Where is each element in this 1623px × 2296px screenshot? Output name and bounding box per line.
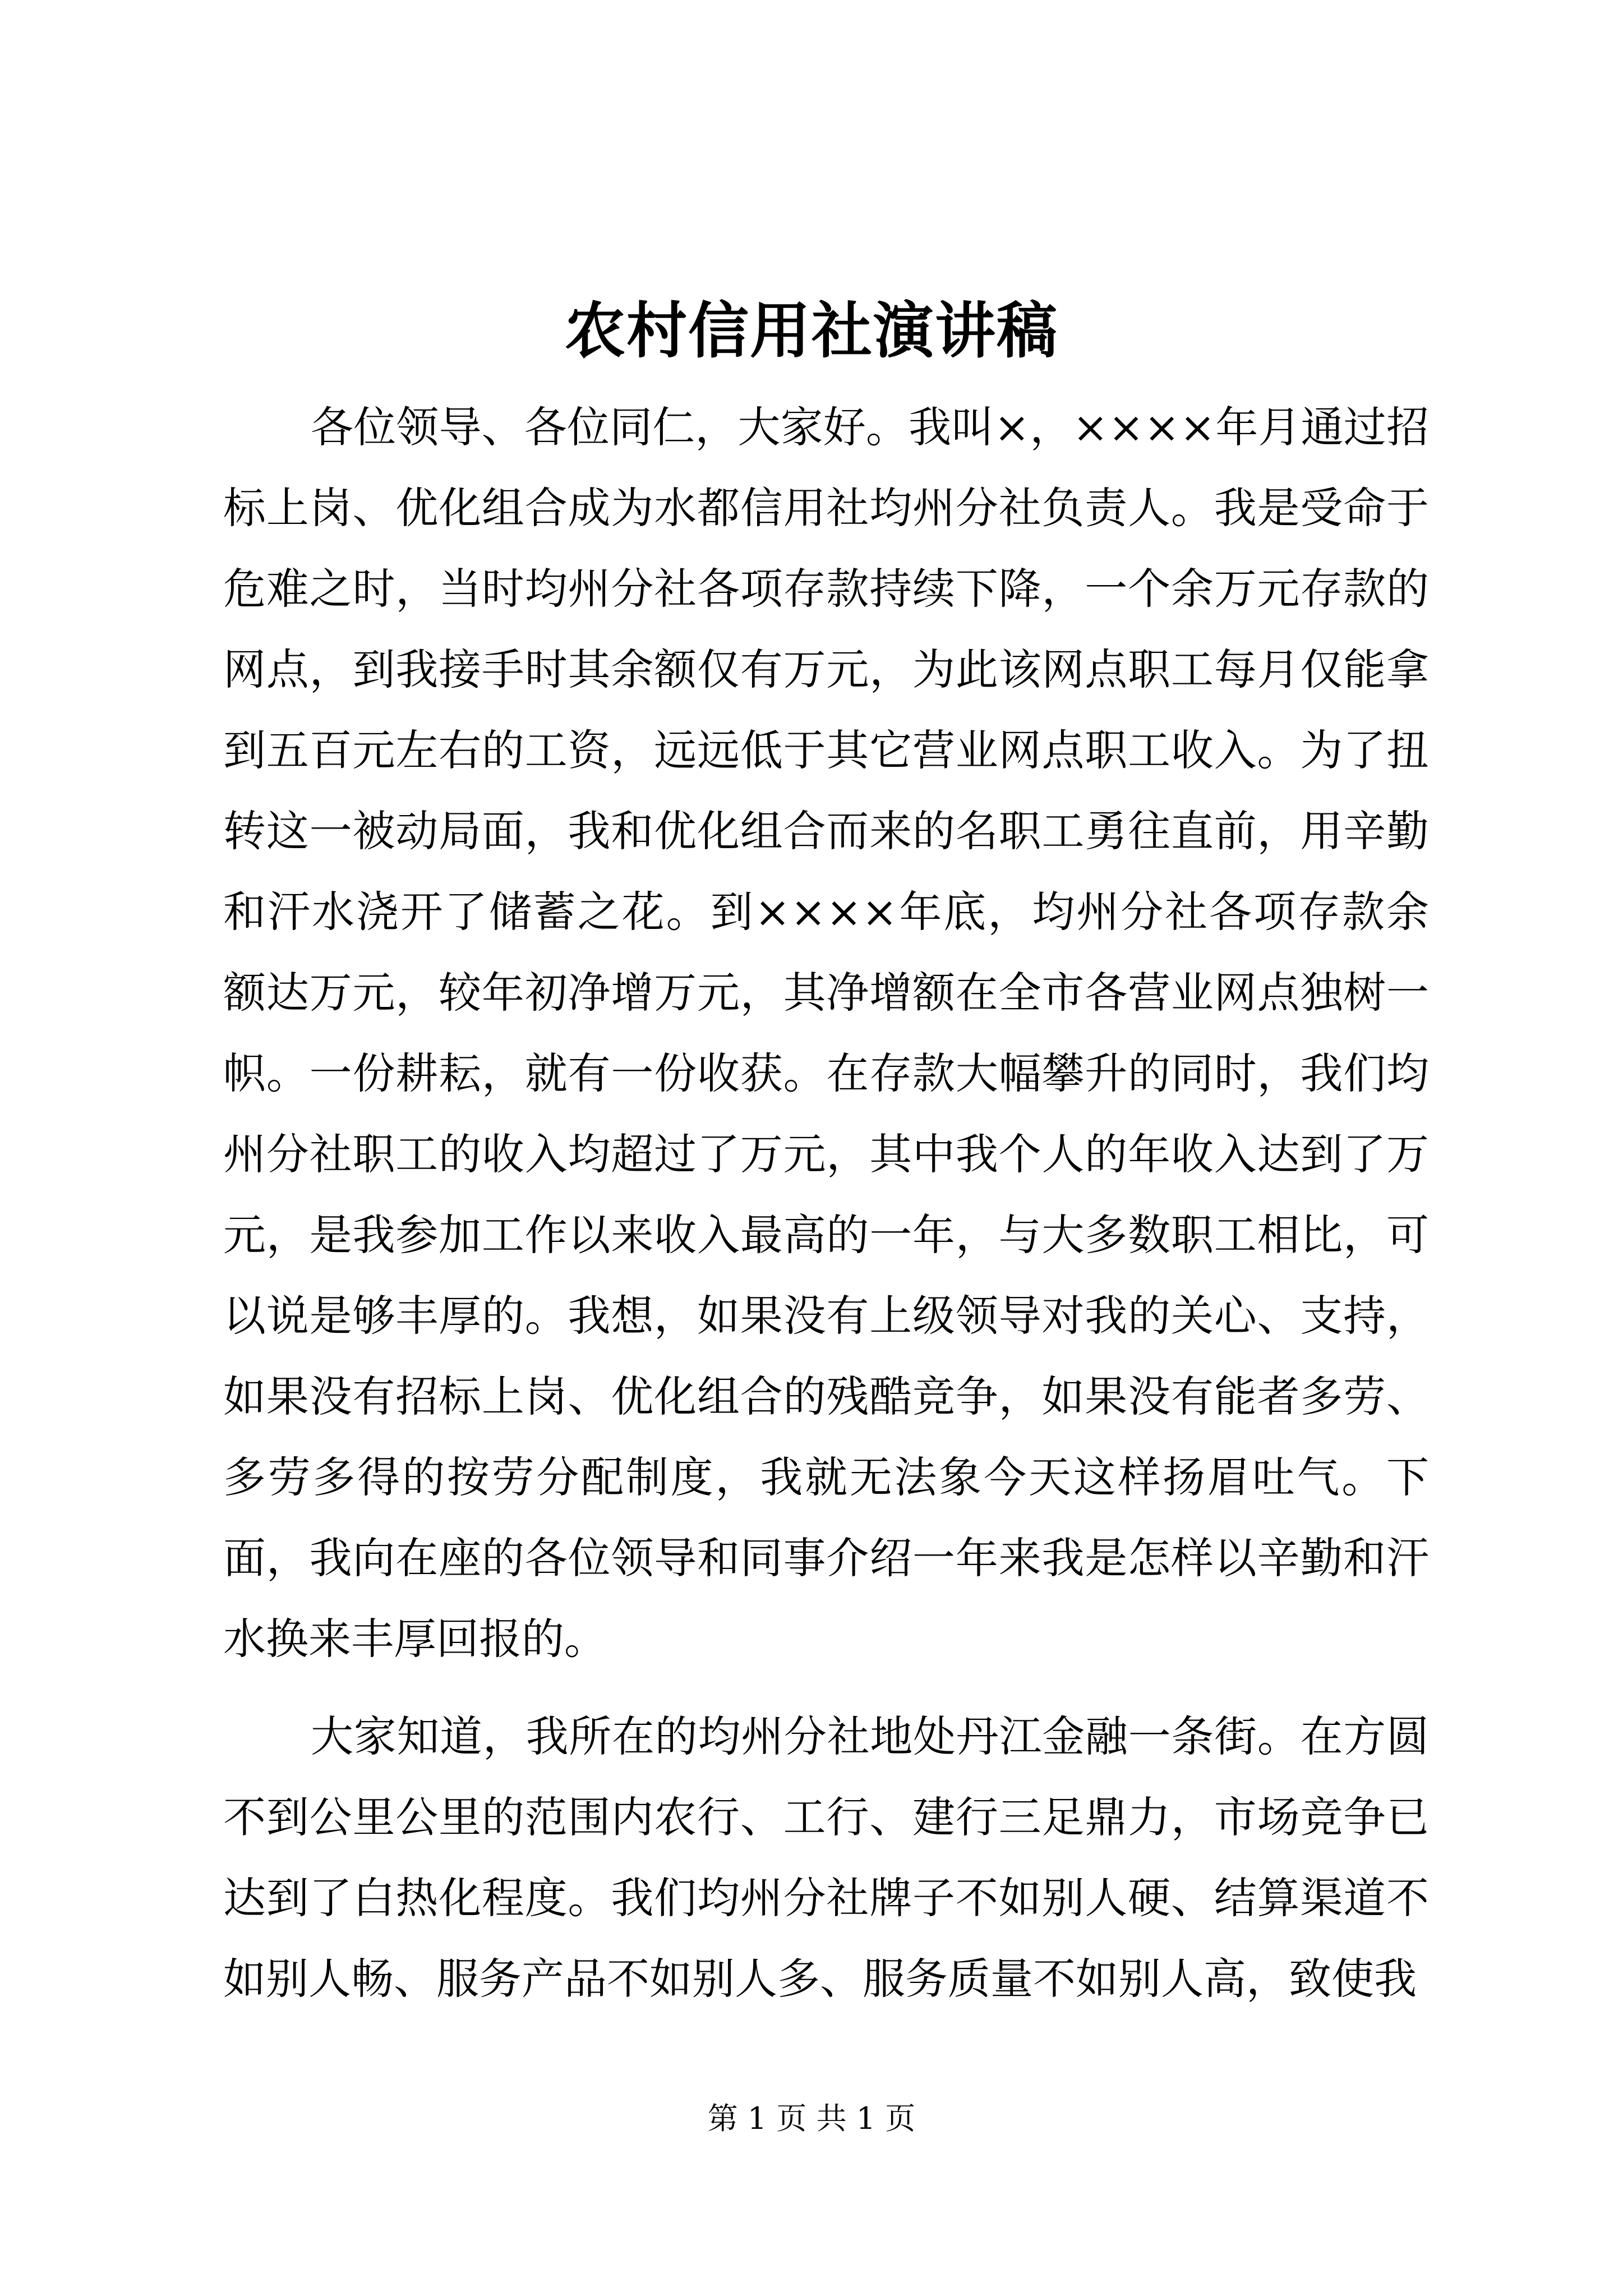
document-body (223, 387, 1429, 2019)
paragraph-1: 各位领导、各位同仁，大家好。我叫×，××××年月通过招标上岗、优化组合成为水都信用社均州分社负责人。我是受命于危难之时，当时均州分社各项存款持续下降，一个余万元存款的网点，到我接手时其余额仅有万元，为此该网点职工每月仅能拿到五百元左右的工资，远远低于其它营业网点职工收入。为了扭转这一被动局面，我和优化组合而来的名职工勇往直前，用辛勤和汗水浇开了储蓄之花。到××××年底，均州分社各项存款余额达万元，较年初净增万元，其净增额在全市各营业网点独树一帜。一份耕耘，就有一份收获。在存款大幅攀升的同时，我们均州分社职工的收入均超过了万元，其中我个人的年收入达到了万元，是我参加工作以来收入最高的一年，与大多数职工相比，可以说是够丰厚的。我想，如果没有上级领导对我的关心、支持，如果没有招标上岗、优化组合的残酷竞争，如果没有能者多劳、多劳多得的按劳分配制度，我就无法象今天这样扬眉吐气。下面，我向在座的各位领导和同事介绍一年来我是怎样以辛勤和汗水换来丰厚回报的。 (223, 402, 1429, 1664)
paragraph-2: 大家知道，我所在的均州分社地处丹江金融一条街。在方圆不到公里公里的范围内农行、工行、建行三足鼎力，市场竞争已达到了白热化程度。我们均州分社牌子不如别人硬、结算渠道不如别人畅、服务产品不如别人多、服务质量不如别人高，致使我 (223, 1711, 1429, 2004)
document-title: 农村信用社演讲稿 (564, 296, 1058, 366)
page-footer: 第 1 页 共 1 页 (707, 2101, 916, 2136)
